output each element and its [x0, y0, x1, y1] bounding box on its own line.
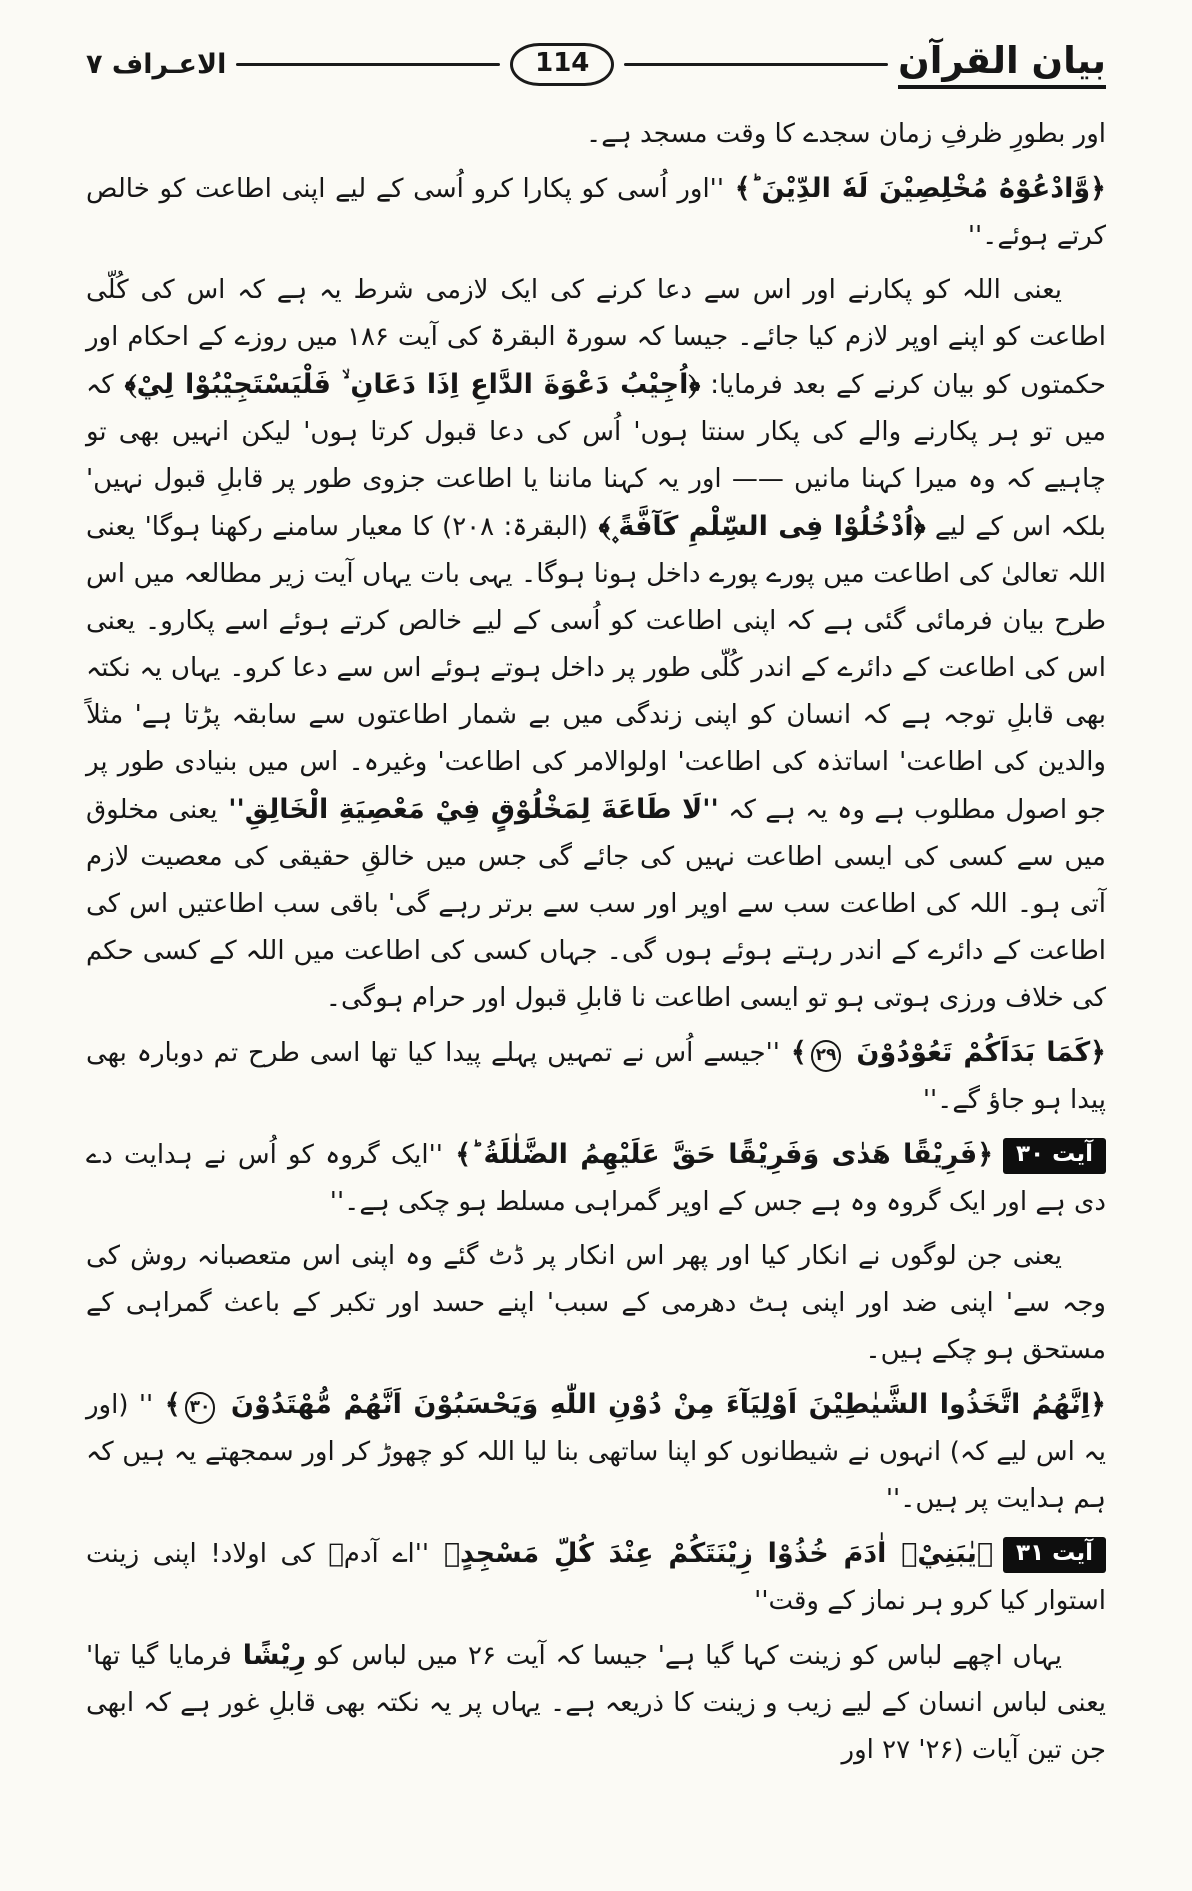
verse-number-medallion: ۳۰: [185, 1392, 216, 1424]
arabic-verse: ﴿اُدْخُلُوْا فِی السِّلْمِ کَآفَّةً ۪﴾: [588, 510, 926, 542]
urdu-text: یعنی مخلوق میں سے کسی کی ایسی اطاعت نہیں کی جائے گی جس میں خالقِ حقیقی کی معصیت لازم آتی ہو۔ اللہ کی اطاعت سب سے اوپر اور سب سے برتر رہے گی' باقی سب اطاعتیں اس کی اطاعت کے دائرے کے اندر رہتے ہوئے ہوں گی۔ جہاں کسی کی اطاعت میں اللہ کے کسی حکم کی خلاف ورزی ہوتی ہو تو ایسی اطاعت نا قابلِ قبول اور حرام ہوگی۔: [86, 794, 1106, 1013]
urdu-text: فرمایا گیا تھا' یعنی لباس انسان کے لیے زیب و زینت کا ذریعہ ہے۔ یہاں پر یہ نکتہ بھی قابلِ غور ہے کہ ابھی جن تین آیات (۲۶' ۲۷ اور: [86, 1640, 1106, 1765]
urdu-text: یہاں اچھے لباس کو زینت کہا گیا ہے' جیسا کہ آیت ۲۶ میں لباس کو: [306, 1640, 1062, 1671]
urdu-text: اور بطورِ ظرفِ زمان سجدے کا وقت مسجد ہے۔: [585, 118, 1106, 149]
commentary-paragraph: [86, 1632, 1106, 1774]
urdu-text: کہ میں تو ہر پکارنے والے کی پکار سنتا ہوں' اُس کی دعا قبول کرتا ہوں' لیکن انہیں بھی تو چاہیے کہ وہ میرا کہنا مانیں —— اور یہ کہنا ماننا یا اطاعت جزوی طور پر قابلِ قبول نہیں' بلکہ اس کے لیے: [86, 369, 1106, 542]
urdu-text: (البقرۃ: ۲۰۸) کا معیار سامنے رکھنا ہوگا' یعنی اللہ تعالیٰ کی اطاعت میں پورے پورے داخل ہونا ہوگا۔ یہی بات یہاں آیت زیر مطالعہ میں اس طرح بیان فرمائی گئی ہے کہ اپنی اطاعت کو اُسی کے لیے خالص کرتے ہوئے اسے پکارو۔ یعنی اس کی اطاعت کے دائرے کے اندر کُلّی طور پر داخل ہوتے ہوئے اس سے دعا کرو۔ یہاں یہ نکتہ بھی قابلِ توجہ ہے کہ انسان کو اپنی زندگی میں بے شمار اطاعتوں سے سابقہ پڑتا ہے' مثلاً والدین کی اطاعت' اساتذہ کی اطاعت' اولوالامر کی اطاعت' وغیرہ۔ اس میں بنیادی طور پر جو اصول مطلوب ہے وہ یہ ہے کہ: [86, 511, 1106, 825]
urdu-text: یعنی اللہ کو پکارنے اور اس سے دعا کرنے کی ایک لازمی شرط یہ ہے کہ اس کی کُلّی اطاعت کو اپنے اوپر لازم کیا جائے۔ جیسا کہ سورۃ البقرۃ کی آیت ۱۸۶ میں روزے کے احکام اور حکمتوں کو بیان کرنے کے بعد فرمایا:: [86, 274, 1106, 400]
verse-translation-paragraph: [86, 165, 1106, 260]
urdu-text: ''ایک گروہ کو اُس نے ہدایت دے دی ہے اور ایک گروہ وہ ہے جس کے اوپر گمراہی مسلط ہو چکی ہے۔'': [86, 1139, 1106, 1217]
page-header: [86, 40, 1106, 89]
paragraph-continuation: [86, 111, 1106, 158]
arabic-verse: ﴿وَّادْعُوْهُ مُخْلِصِيْنَ لَهٗ الدِّيْنَ ؕ﴾: [723, 172, 1106, 204]
ayat-marker-paragraph: [86, 1530, 1106, 1625]
verse-translation-paragraph: [86, 1381, 1106, 1523]
verse-number-medallion: ۲۹: [811, 1040, 842, 1072]
urdu-text: ''جیسے اُس نے تمہیں پہلے پیدا کیا تھا اسی طرح تم دوبارہ بھی پیدا ہو جاؤ گے۔'': [86, 1037, 1106, 1115]
verse-translation-paragraph: [86, 1029, 1106, 1124]
commentary-paragraph: [86, 267, 1106, 1022]
ayat-marker-paragraph: [86, 1131, 1106, 1226]
ayat-marker-badge: آیت ۳۱: [1003, 1537, 1106, 1574]
page-body: [86, 111, 1106, 1774]
urdu-text: ''اے آدمؑ کی اولاد! اپنی زینت استوار کیا کرو ہر نماز کے وقت'': [86, 1538, 1106, 1616]
book-title: بیان القرآن: [898, 40, 1106, 89]
arabic-verse: ﴾: [153, 1388, 181, 1420]
arabic-verse: رِيْشًا: [231, 1639, 307, 1671]
header-rule-right: [624, 63, 888, 66]
urdu-text: '' (اور یہ اس لیے کہ) انہوں نے شیطانوں کو اپنا ساتھی بنا لیا اللہ کو چھوڑ کر اور سمجھتے یہ ہیں کہ ہم ہدایت پر ہیں۔'': [86, 1389, 1106, 1514]
arabic-verse: ﴿اِنَّهُمُ اتَّخَذُوا الشَّيٰطِيْنَ اَوْلِيَآءَ مِنْ دُوْنِ اللّٰهِ وَيَحْسَبُوْنَ اَنَّهُمْ مُّهْتَدُوْنَ: [219, 1388, 1106, 1420]
arabic-verse: ''لَا طَاعَةَ لِمَخْلُوْقٍ فِيْ مَعْصِيَةِ الْخَالِقِ'': [217, 793, 719, 825]
arabic-verse: ﴾: [779, 1036, 807, 1068]
arabic-verse: ﴿فَرِيْقًا هَدٰی وَفَرِيْقًا حَقَّ عَلَيْهِمُ الضَّلٰلَةُ ؕ﴾: [442, 1138, 994, 1170]
arabic-verse: ﴿کَمَا بَدَاَکُمْ تَعُوْدُوْنَ: [845, 1036, 1106, 1068]
arabic-verse: ﴿اُجِيْبُ دَعْوَةَ الدَّاعِ اِذَا دَعَانِ ۙ فَلْيَسْتَجِيْبُوْا لِيْ﴾: [113, 368, 701, 400]
urdu-text: یعنی جن لوگوں نے انکار کیا اور پھر اس انکار پر ڈٹ گئے وہ اپنی اس متعصبانہ روش کی وجہ سے' اپنی ضد اور اپنی ہٹ دھرمی کے سبب' اپنے حسد اور تکبر کے باعث گمراہی کے مستحق ہو چکے ہیں۔: [86, 1240, 1106, 1365]
arabic-verse: ﴿يٰبَنِيْۤ اٰدَمَ خُذُوْا زِيْنَتَکُمْ عِنْدَ کُلِّ مَسْجِدٍ﴾: [429, 1537, 994, 1569]
ayat-marker-badge: آیت ۳۰: [1003, 1138, 1106, 1175]
urdu-text: ''اور اُسی کو پکارا کرو اُسی کے لیے اپنی اطاعت کو خالص کرتے ہوئے۔'': [86, 173, 1106, 251]
commentary-paragraph: [86, 1233, 1106, 1374]
surah-label: الاعـراف ۷: [86, 48, 227, 80]
page-number-badge: 114: [510, 43, 614, 86]
header-rule-left: [236, 63, 500, 66]
